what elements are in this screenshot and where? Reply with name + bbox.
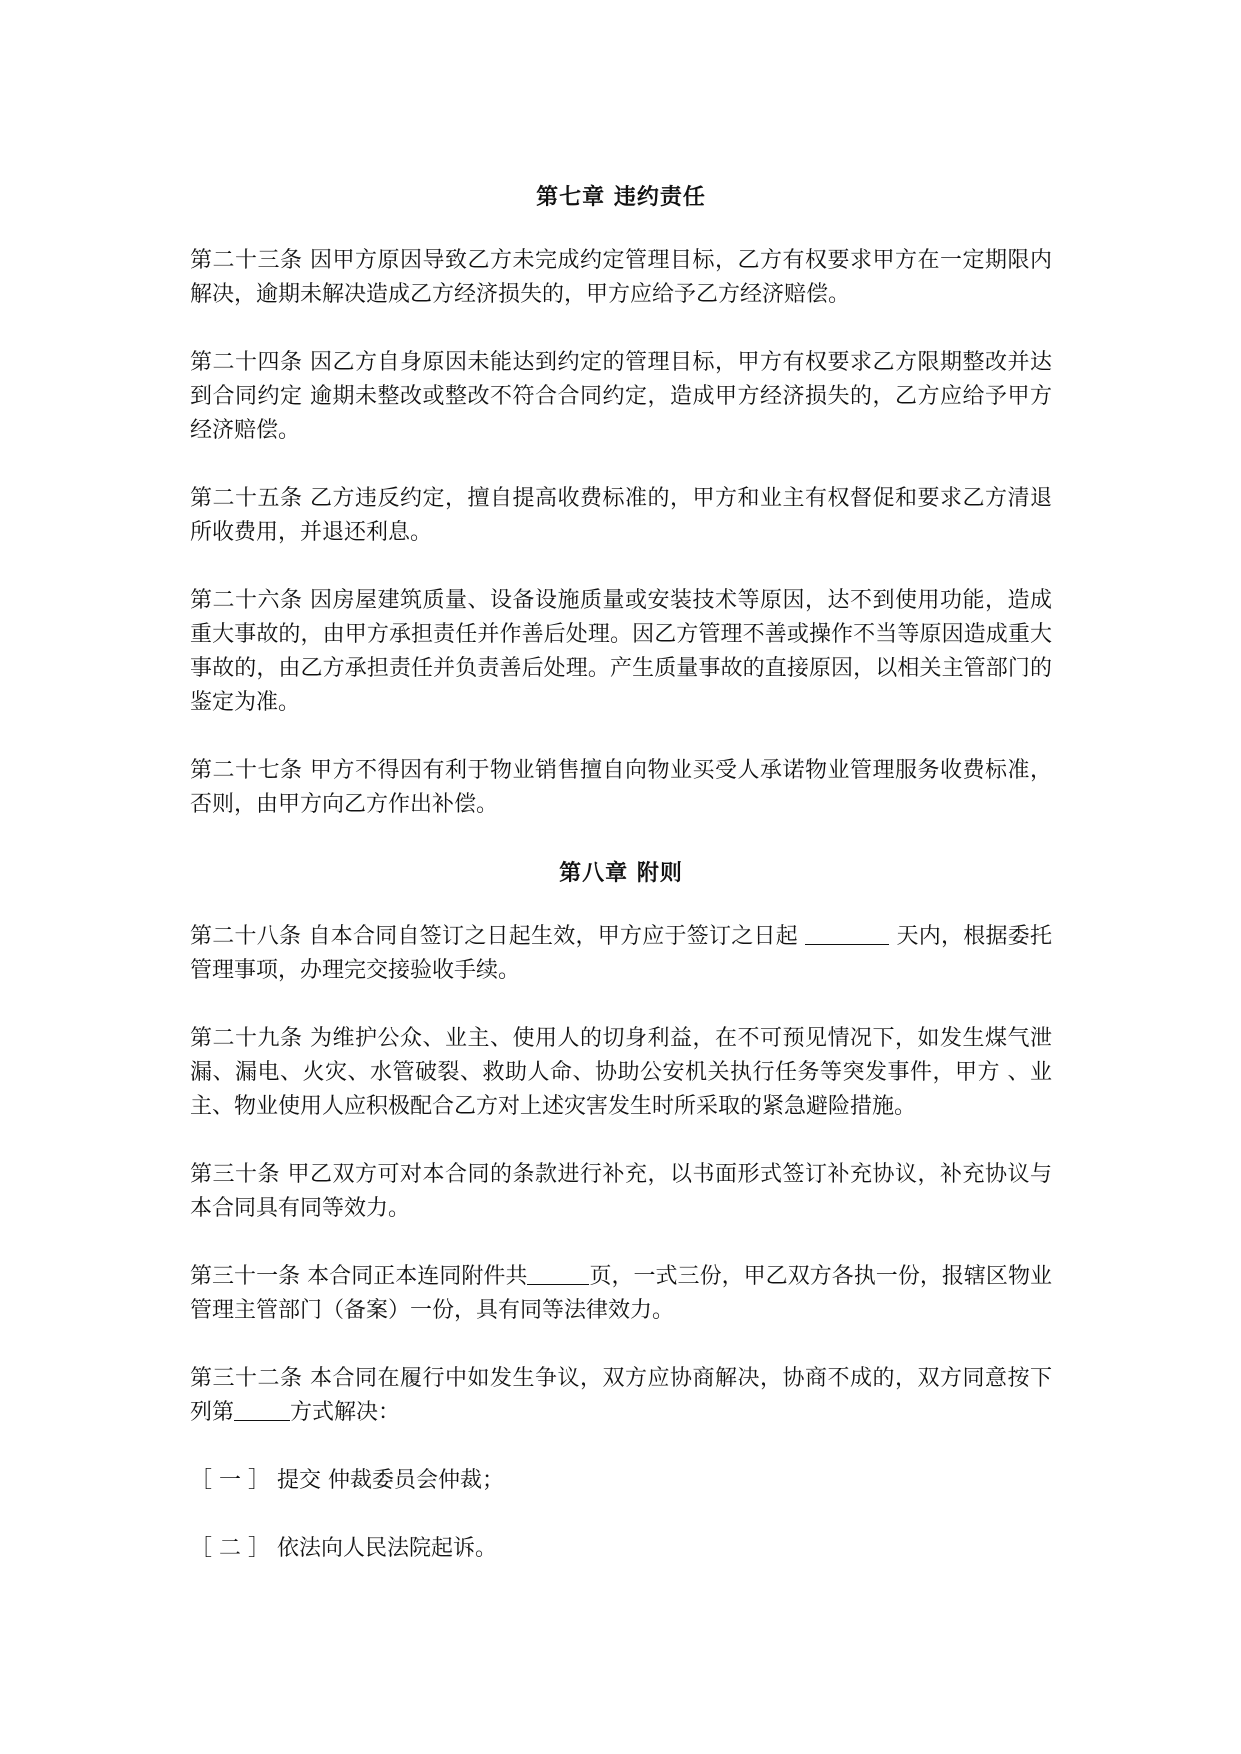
method-blank: [234, 1398, 290, 1421]
option-court: ［ 二 ］ 依法向人民法院起诉。: [190, 1536, 497, 1561]
article-28-text-before: 第二十八条 自本合同自签订之日起生效，甲方应于签订之日起: [190, 924, 806, 949]
chapter-7-title: 第七章 违约责任: [536, 184, 706, 210]
article-28-text-after: 天内，根据委托管理事项，办理完交接验收手续。: [190, 924, 1052, 983]
article-32-text-before: 第三十二条 本合同在履行中如发生争议，双方应协商解决，协商不成的，双方同意按下列第: [190, 1366, 1052, 1425]
article-31-text-after: 页，一式三份，甲乙双方各执一份，报辖区物业管理主管部门（备案）一份，具有同等法律效力。: [190, 1264, 1052, 1323]
article-29: 第二十九条 为维护公众、业主、使用人的切身利益，在不可预见情况下，如发生煤气泄漏、漏电、火灾、水管破裂、救助人命、协助公安机关执行任务等突发事件，甲方 、业主、物业使用人应积极配合乙方对上述灾害发生时所采取的紧急避险措施。: [190, 1026, 1052, 1119]
article-23: 第二十三条 因甲方原因导致乙方未完成约定管理目标，乙方有权要求甲方在一定期限内解决，逾期未解决造成乙方经济损失的，甲方应给予乙方经济赔偿。: [190, 248, 1052, 307]
article-30: 第三十条 甲乙双方可对本合同的条款进行补充，以书面形式签订补充协议，补充协议与本合同具有同等效力。: [190, 1162, 1052, 1221]
article-26: 第二十六条 因房屋建筑质量、设备设施质量或安装技术等原因，达不到使用功能，造成重大事故的，由甲方承担责任并作善后处理。因乙方管理不善或操作不当等原因造成重大事故的，由乙方承担责任并负责善后处理。产生质量事故的直接原因，以相关主管部门的鉴定为准。: [190, 588, 1052, 715]
article-31-text-before: 第三十一条 本合同正本连同附件共: [190, 1264, 528, 1289]
article-24: 第二十四条 因乙方自身原因未能达到约定的管理目标，甲方有权要求乙方限期整改并达到合同约定 逾期未整改或整改不符合合同约定，造成甲方经济损失的，乙方应给予甲方经济赔偿。: [190, 350, 1052, 443]
article-32-text-after: 方式解决：: [290, 1400, 401, 1425]
article-25: 第二十五条 乙方违反约定，擅自提高收费标准的，甲方和业主有权督促和要求乙方清退所收费用，并退还利息。: [190, 486, 1052, 545]
days-blank: [805, 922, 889, 945]
option-arbitration: ［ 一 ］ 提交 仲裁委员会仲裁；: [190, 1468, 504, 1493]
article-27: 第二十七条 甲方不得因有利于物业销售擅自向物业买受人承诺物业管理服务收费标准，否则，由甲方向乙方作出补偿。: [190, 758, 1052, 817]
chapter-8-title: 第八章 附则: [559, 860, 683, 886]
document-page: [190, 180, 1052, 1600]
article-28: [190, 920, 1052, 988]
article-31: [190, 1260, 1052, 1328]
article-32: [190, 1362, 1052, 1430]
pages-blank: [527, 1262, 589, 1285]
